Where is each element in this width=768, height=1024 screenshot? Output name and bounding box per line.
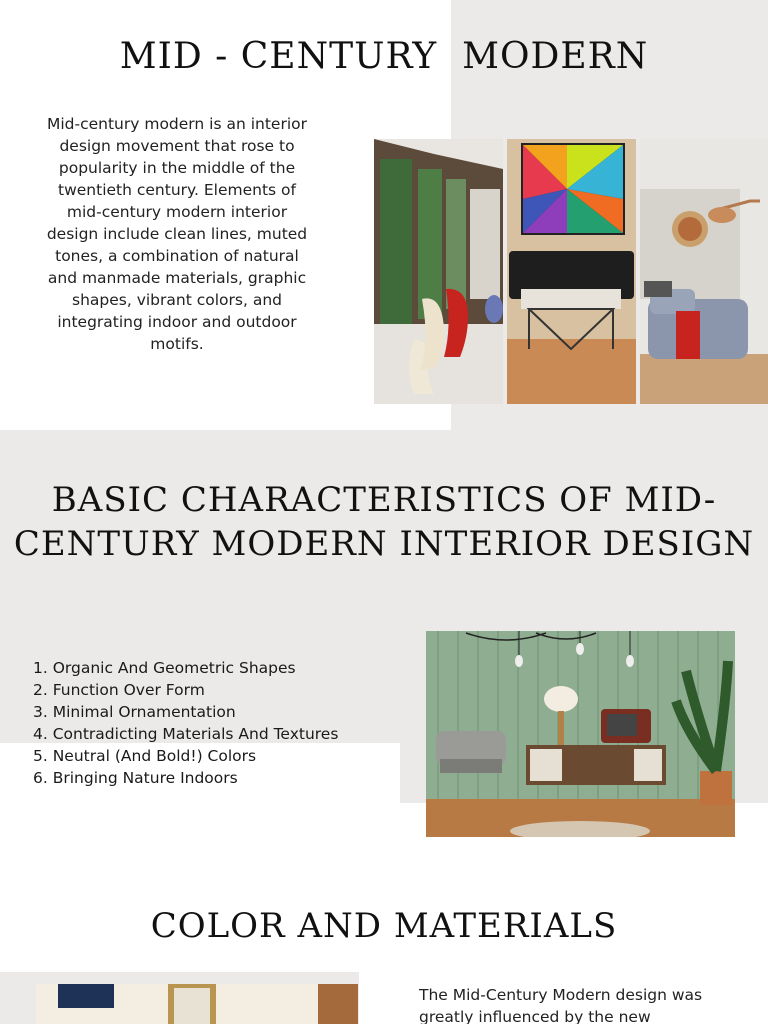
materials-photo: [36, 984, 358, 1024]
color-materials-title: COLOR AND MATERIALS: [150, 906, 618, 946]
list-item: 4. Contradicting Materials And Textures: [33, 725, 339, 743]
interior-photo-artwork: [507, 139, 636, 404]
list-item: 6. Bringing Nature Indoors: [33, 769, 238, 787]
characteristics-list: [33, 657, 338, 789]
interior-photo-green-room: [426, 631, 735, 837]
list-item: 2. Function Over Form: [33, 681, 205, 699]
intro-paragraph: Mid-century modern is an interior design movement that rose to popularity in the middle of the twentieth century. Elements of mid-century modern interior design include clean lines, muted tones, a combination of natural and manmade materials, graphic shapes, vibrant colors, and integrating indoor and outdoor motifs.: [46, 115, 308, 353]
paragraph-line: The Mid-Century Modern design was: [419, 986, 703, 1004]
list-item: 5. Neutral (And Bold!) Colors: [33, 747, 257, 765]
list-item: 1. Organic And Geometric Shapes: [33, 659, 296, 677]
page-title: MID - CENTURY MODERN: [119, 36, 649, 77]
interior-photo-windows: [374, 139, 503, 404]
characteristics-title-line1: BASIC CHARACTERISTICS OF MID-: [51, 480, 717, 520]
paragraph-line: greatly influenced by the new: [419, 1008, 651, 1024]
color-materials-paragraph: [419, 984, 749, 1024]
list-item: 3. Minimal Ornamentation: [33, 703, 236, 721]
characteristics-title-line2: CENTURY MODERN INTERIOR DESIGN: [13, 524, 755, 564]
interior-photo-livingroom: [640, 139, 768, 404]
